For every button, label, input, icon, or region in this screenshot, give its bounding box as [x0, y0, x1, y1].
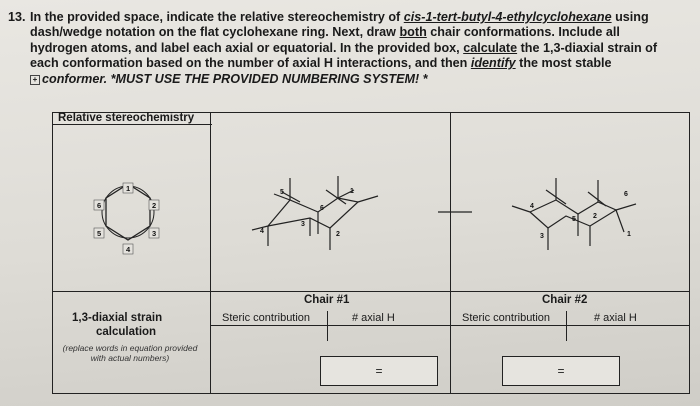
chair1-answer-box[interactable]: = [320, 356, 438, 386]
move-handle-icon[interactable]: + [30, 75, 40, 85]
chair1-cross-bond-b [326, 190, 346, 204]
chair1-label-3: 3 [301, 221, 305, 228]
hex-label-4: 4 [126, 245, 131, 254]
chair2-number-labels [530, 191, 631, 240]
question-number: 13. [8, 10, 26, 24]
relative-stereochem-header: Relative stereochemistry [58, 112, 195, 124]
question-line4: each conformation based on the number of axial H interactions, and then [30, 56, 471, 71]
chair2-steric-label: Steric contribution [462, 312, 551, 324]
hex-label-5: 5 [97, 229, 102, 238]
question-line3-end: the 1,3-diaxial strain of [517, 40, 658, 55]
chair2-label-2: 2 [593, 213, 597, 220]
chair2-eq-bond-left [512, 206, 530, 212]
chair2-label-1: 1 [627, 231, 631, 238]
chair2-axial-label: # axial H [594, 312, 637, 324]
chair1-label-6: 6 [320, 205, 324, 212]
chair1-label-1: 1 [350, 188, 354, 195]
question-line2-end: chair conformations. Include all [426, 25, 620, 40]
strain-label: 1,3-diaxial strain [72, 312, 163, 324]
question-line5: conformer. *MUST USE THE PROVIDED NUMBERING SYSTEM! * [42, 71, 428, 86]
note-line-2: with actual numbers) [90, 353, 170, 363]
chair2-eq-bond-1 [616, 210, 624, 232]
question-line1: In the provided space, indicate the relative stereochemistry of [30, 10, 404, 24]
chair-conformation-1[interactable] [252, 176, 378, 250]
hex-label-3: 3 [152, 229, 157, 238]
chair1-header: Chair #1 [304, 294, 350, 306]
hex-label-2: 2 [152, 201, 157, 210]
hex-label-1: 1 [126, 184, 131, 193]
chair2-cross-bond-b [588, 192, 606, 206]
chair2-eq-bond-6 [616, 204, 636, 210]
chair2-label-5: 5 [572, 216, 576, 223]
chair-conformation-2[interactable] [512, 178, 636, 250]
chair1-eq-bond-extra [358, 196, 378, 202]
chair2-header: Chair #2 [542, 294, 588, 306]
strain-label-2: calculation [96, 326, 157, 338]
question-line4-end: the most stable [515, 56, 612, 71]
chair2-answer-box[interactable]: = [502, 356, 620, 386]
note-line-1: (replace words in equation provided [62, 343, 198, 353]
question-line3: hydrogen atoms, and label each axial or equatorial. In the provided box, [30, 40, 464, 55]
chair1-label-2: 2 [336, 231, 340, 238]
question-line2: dash/wedge notation on the flat cyclohexane ring. Next, draw [30, 25, 400, 40]
chair1-number-labels [260, 188, 354, 238]
calculate-word: calculate [463, 40, 518, 55]
identify-word: identify [470, 56, 516, 71]
question-line1-end: using [611, 10, 649, 24]
both-word: both [399, 25, 427, 40]
hex-label-6: 6 [97, 201, 102, 210]
chair1-label-5: 5 [280, 189, 284, 196]
chair2-label-4: 4 [530, 203, 534, 210]
hexagon-guide-circle [102, 186, 157, 238]
hexagon-number-labels [94, 183, 159, 254]
compound-name: cis-1-tert-butyl-4-ethylcyclohexane [403, 10, 612, 24]
chair2-label-6: 6 [624, 191, 628, 198]
chair1-steric-label: Steric contribution [222, 312, 311, 324]
chair1-axial-label: # axial H [352, 312, 395, 324]
chair1-label-4: 4 [260, 228, 264, 235]
chair2-label-3: 3 [540, 233, 544, 240]
